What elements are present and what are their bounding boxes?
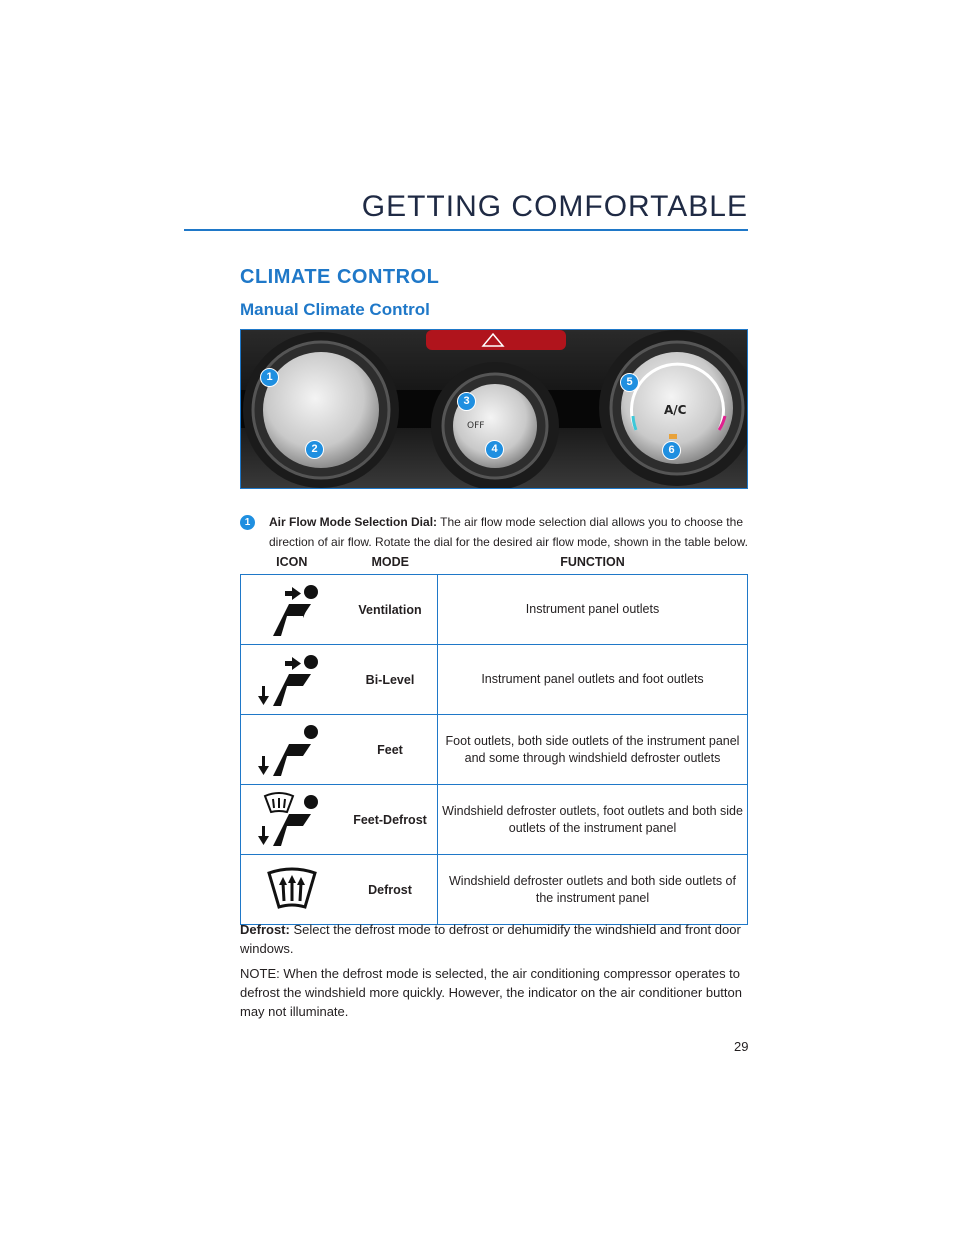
ventilation-icon: [257, 580, 327, 640]
table-row: [241, 645, 748, 715]
note-paragraph: NOTE: When the defrost mode is selected, the air conditioning compressor operates to defrost the windshield more quickly. However, the indicator on the air conditioner button may not illuminate.: [240, 966, 742, 1019]
callout-6: 6: [662, 441, 681, 460]
air-flow-mode-table: [240, 550, 748, 925]
mode-name: Feet: [343, 715, 438, 785]
table-row: [241, 575, 748, 645]
ac-label: A/C: [664, 403, 687, 417]
defrost-term: Defrost:: [240, 922, 290, 937]
section-header: GETTING COMFORTABLE: [361, 190, 748, 223]
mode-function: Foot outlets, both side outlets of the instrument panel and some through windshield defroster outlets: [438, 715, 748, 785]
mode-name: Feet-Defrost: [343, 785, 438, 855]
dial-term: Air Flow Mode Selection Dial:: [269, 515, 438, 529]
mode-name: Ventilation: [343, 575, 438, 645]
feet-defrost-icon: [257, 790, 327, 850]
off-label: OFF: [467, 421, 485, 431]
mode-function: Windshield defroster outlets and both side outlets of the instrument panel: [438, 855, 748, 925]
mode-name: Bi-Level: [343, 645, 438, 715]
callout-4: 4: [485, 440, 504, 459]
defrost-text: Select the defrost mode to defrost or dehumidify the windshield and front door windows.: [240, 922, 741, 956]
dial-description: [240, 512, 750, 552]
feet-icon: [257, 720, 327, 780]
climate-panel-illustration: [241, 330, 748, 489]
mode-name: Defrost: [343, 855, 438, 925]
defrost-icon: [257, 865, 327, 915]
item-number-badge: 1: [240, 515, 255, 530]
dial-text-line1: The air flow mode selection dial allows you to choose the: [440, 515, 743, 529]
callout-5: 5: [620, 373, 639, 392]
callout-2: 2: [305, 440, 324, 459]
defrost-paragraph: [240, 920, 750, 958]
column-header-icon: ICON: [241, 550, 344, 575]
dial-text-line2: direction of air flow. Rotate the dial for the desired air flow mode, shown in the table below.: [269, 535, 748, 549]
page-number: 29: [734, 1039, 749, 1054]
table-row: [241, 785, 748, 855]
mode-function: Instrument panel outlets: [438, 575, 748, 645]
mode-function: Instrument panel outlets and foot outlets: [438, 645, 748, 715]
column-header-function: FUNCTION: [438, 550, 748, 575]
table-row: [241, 715, 748, 785]
page-title: CLIMATE CONTROL: [240, 266, 440, 288]
mode-function: Windshield defroster outlets, foot outlets and both side outlets of the instrument panel: [438, 785, 748, 855]
table-row: [241, 855, 748, 925]
bi-level-icon: [257, 650, 327, 710]
callout-3: 3: [457, 392, 476, 411]
header-rule: [184, 229, 748, 231]
callout-1: 1: [260, 368, 279, 387]
climate-control-photo: [240, 329, 748, 489]
column-header-mode: MODE: [343, 550, 438, 575]
page-subtitle: Manual Climate Control: [240, 300, 430, 319]
